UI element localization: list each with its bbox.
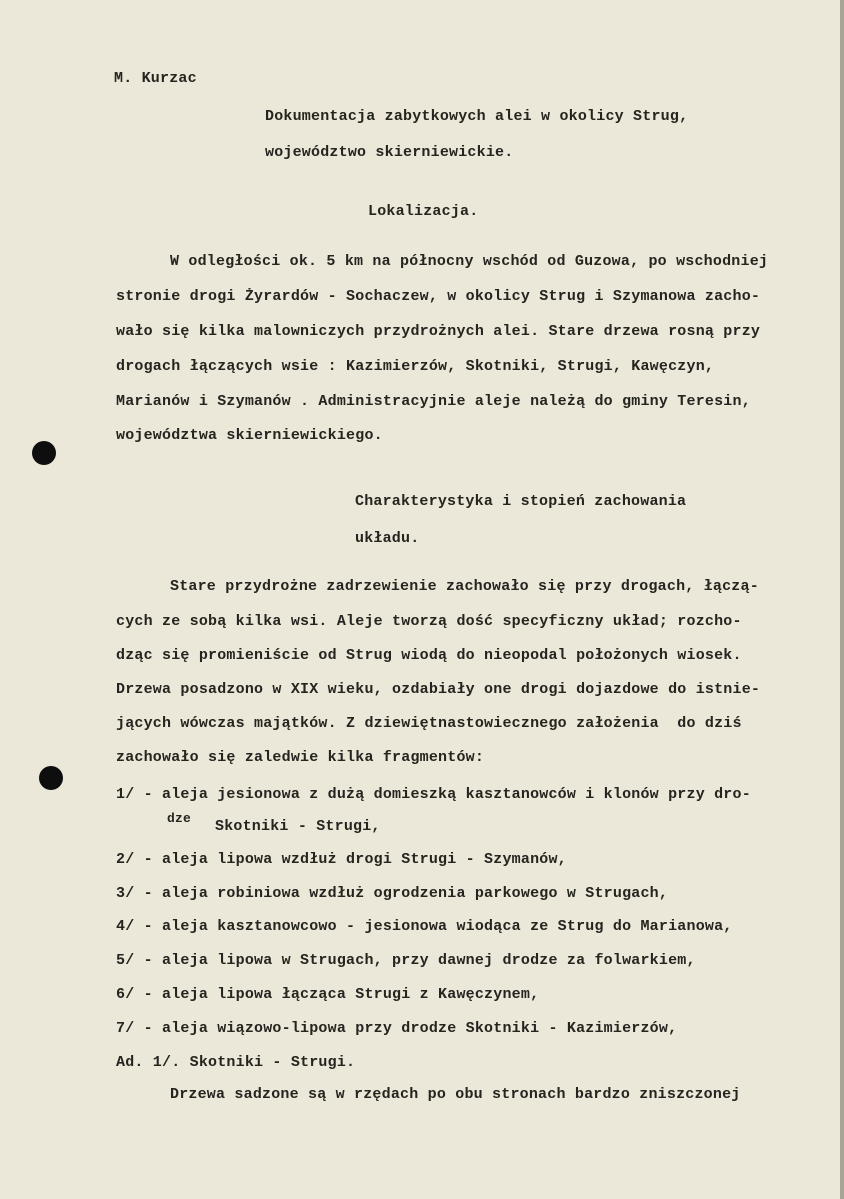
section-heading-location: Lokalizacja. [368, 203, 479, 220]
paragraph-line: województwa skierniewickiego. [116, 427, 383, 444]
paragraph-line: dząc się promieniście od Strug wiodą do nieopodal położonych wiosek. [116, 647, 742, 664]
list-item-continuation: Skotniki - Strugi, [215, 818, 381, 835]
paragraph-line: Drzewa sadzone są w rzędach po obu stronach bardzo zniszczonej [170, 1086, 741, 1103]
paragraph-line: wało się kilka malowniczych przydrożnych alei. Stare drzewa rosną przy [116, 323, 761, 340]
list-item-continuation-prefix: dze [167, 811, 192, 826]
section-heading-characteristics-cont: układu. [355, 530, 420, 547]
paragraph-line: jących wówczas majątków. Z dziewiętnastowiecznego założenia do dziś [116, 715, 742, 732]
list-item: 6/ - aleja lipowa łącząca Strugi z Kawęczynem, [116, 986, 540, 1003]
paragraph-line: drogach łączących wsie : Kazimierzów, Skotniki, Strugi, Kawęczyn, [116, 358, 715, 375]
paragraph-line: stronie drogi Żyrardów - Sochaczew, w okolicy Strug i Szymanowa zacho- [116, 288, 761, 305]
section-heading-characteristics: Charakterystyka i stopień zachowania [355, 493, 687, 510]
list-item: 5/ - aleja lipowa w Strugach, przy dawnej drodze za folwarkiem, [116, 952, 696, 969]
document-title-line-1: Dokumentacja zabytkowych alei w okolicy Strug, [265, 108, 689, 125]
paragraph-line: Stare przydrożne zadrzewienie zachowało się przy drogach, łączą- [170, 578, 759, 595]
author-name: M. Kurzac [114, 70, 197, 87]
document-title-line-2: województwo skierniewickie. [265, 144, 514, 161]
punch-hole [32, 441, 56, 465]
paragraph-line: Drzewa posadzono w XIX wieku, ozdabiały one drogi dojazdowe do istnie- [116, 681, 761, 698]
list-item: 4/ - aleja kasztanowcowo - jesionowa wiodąca ze Strug do Marianowa, [116, 918, 733, 935]
list-item: 2/ - aleja lipowa wzdłuż drogi Strugi - Szymanów, [116, 851, 567, 868]
page-edge [840, 0, 844, 1199]
paragraph-line: Marianów i Szymanów . Administracyjnie aleje należą do gminy Teresin, [116, 393, 751, 410]
list-item: 7/ - aleja wiązowo-lipowa przy drodze Skotniki - Kazimierzów, [116, 1020, 678, 1037]
paragraph-line: W odległości ok. 5 km na północny wschód od Guzowa, po wschodniej [170, 253, 769, 270]
subsection-heading: Ad. 1/. Skotniki - Strugi. [116, 1054, 356, 1071]
list-item: 3/ - aleja robiniowa wzdłuż ogrodzenia parkowego w Strugach, [116, 885, 669, 902]
paragraph-line: zachowało się zaledwie kilka fragmentów: [116, 749, 485, 766]
list-item: 1/ - aleja jesionowa z dużą domieszką kasztanowców i klonów przy dro- [116, 786, 751, 803]
punch-hole [39, 766, 63, 790]
paragraph-line: cych ze sobą kilka wsi. Aleje tworzą dość specyficzny układ; rozcho- [116, 613, 742, 630]
